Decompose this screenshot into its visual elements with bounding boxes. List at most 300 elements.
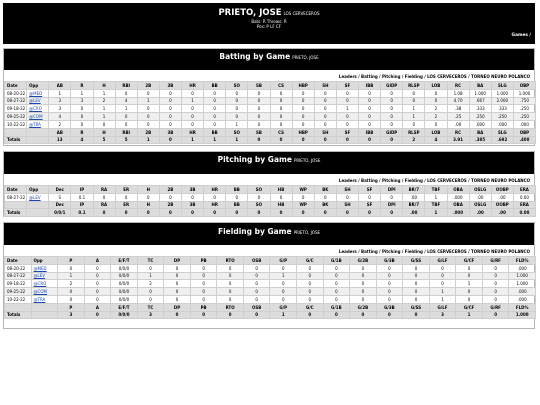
crumb-separator: / (422, 178, 428, 183)
table-cell: 0 (71, 105, 93, 113)
table-cell: 1 (182, 97, 204, 105)
table-cell: 0 (403, 288, 430, 296)
table-cell: 08-27-22 (5, 193, 27, 201)
table-cell: 0 (429, 280, 456, 288)
table-cell: 0 (204, 193, 226, 201)
table-cell: 1 (226, 136, 248, 144)
batting-crumb-batting[interactable]: Batting (361, 74, 378, 79)
table-cell: 0 (381, 209, 403, 217)
col-header-sh: SH (314, 128, 336, 136)
table-cell: 0 (456, 288, 483, 296)
crumb-separator: / (400, 249, 405, 254)
table-cell: 3.91 (447, 136, 469, 144)
opponent-link[interactable]: @COM (33, 289, 47, 295)
table-cell: 0 (482, 280, 509, 288)
table-cell: .000 (509, 288, 536, 296)
col-header-opp: Opp (27, 186, 49, 194)
table-cell: 0.00 (513, 209, 535, 217)
table-cell: 0 (403, 89, 425, 97)
table-cell: S (49, 193, 71, 201)
col-header-date: Date (5, 257, 32, 265)
table-cell: .250 (513, 105, 535, 113)
table-cell: 0 (182, 105, 204, 113)
table-cell: 0 (84, 280, 111, 288)
table-cell: 0 (292, 120, 314, 128)
col-header-fld: FLD% (509, 303, 536, 311)
col-header-hbp: HBP (292, 128, 314, 136)
table-cell: 1 (49, 89, 71, 97)
col-header-3b: 3B (182, 201, 204, 209)
table-cell: 0 (403, 264, 430, 272)
table-cell: 2 (425, 105, 447, 113)
batting-crumb-leaders[interactable]: Leaders (338, 74, 357, 79)
table-cell: 0 (137, 120, 159, 128)
col-header-lob: LOB (425, 128, 447, 136)
table-cell: 0/0/1 (49, 209, 71, 217)
table-cell: 1 (93, 105, 115, 113)
col-header-era: ERA (513, 186, 535, 194)
table-cell: 0 (217, 311, 244, 319)
table-cell: 0 (456, 264, 483, 272)
table-cell: 0 (376, 280, 403, 288)
table-row (5, 280, 536, 288)
table-header-row (5, 201, 536, 209)
fielding-crumb-league[interactable]: TORNEO NEURO POLANCO (471, 249, 530, 254)
table-cell: 0 (270, 97, 292, 105)
col-header-ab: AB (49, 128, 71, 136)
table-cell: 0 (190, 264, 217, 272)
table-cell: 0 (314, 136, 336, 144)
table-cell: 0 (182, 120, 204, 128)
col-header-ibb: IBB (359, 82, 381, 90)
fielding-crumb-leaders[interactable]: Leaders (338, 249, 357, 254)
table-row (5, 193, 536, 201)
table-cell: 0 (314, 113, 336, 121)
table-cell: 0 (248, 113, 270, 121)
table-cell: 0 (292, 193, 314, 201)
table-cell: .25 (447, 113, 469, 121)
col-header-oba: OBA (447, 186, 469, 194)
table-cell: 0 (164, 311, 191, 319)
table-cell: 0 (403, 311, 430, 319)
table-cell: 0 (270, 113, 292, 121)
table-cell: 0 (425, 97, 447, 105)
table-cell: 0 (376, 264, 403, 272)
col-header-gss: G/SS (403, 303, 430, 311)
table-cell: 2 (58, 280, 85, 288)
col-header-glf: G/LF (429, 257, 456, 265)
table-cell: 0 (159, 209, 181, 217)
col-header-osb: OSB (243, 257, 270, 265)
table-cell: 0 (425, 89, 447, 97)
table-cell: .400 (513, 136, 535, 144)
crumb-separator: / (400, 74, 405, 79)
table-header-row (5, 82, 536, 90)
table-cell: 0 (182, 209, 204, 217)
table-cell: 0 (164, 295, 191, 303)
col-header-slg: SLG (491, 82, 513, 90)
totals-row (5, 136, 536, 144)
table-cell: 0 (350, 264, 377, 272)
table-cell: 0 (159, 136, 181, 144)
table-cell: 0 (164, 264, 191, 272)
table-cell: 0 (137, 193, 159, 201)
col-header-osb: OSB (243, 303, 270, 311)
col-header-dpi: DPI (381, 201, 403, 209)
table-cell: 0 (248, 120, 270, 128)
table-cell: 0 (137, 295, 164, 303)
table-cell: 0 (403, 97, 425, 105)
totals-row (5, 209, 536, 217)
opponent-link[interactable]: @MED (29, 90, 43, 96)
col-header-sh: SH (314, 82, 336, 90)
table-cell: 3 (49, 97, 71, 105)
table-cell (31, 311, 58, 319)
table-cell: 0 (292, 89, 314, 97)
table-cell: 0 (359, 113, 381, 121)
table-cell: 0 (248, 89, 270, 97)
table-cell: 0 (297, 264, 324, 272)
player-name-line (3, 8, 535, 18)
col-header-g1b: G/1B (323, 303, 350, 311)
col-header-date: Date (5, 186, 27, 194)
col-header-a: A (84, 257, 111, 265)
table-row (5, 89, 536, 97)
table-cell: 0 (270, 295, 297, 303)
table-cell: 0 (381, 113, 403, 121)
table-cell: 2 (93, 97, 115, 105)
col-header-br7: BR/7 (403, 201, 425, 209)
table-cell: .250 (491, 113, 513, 121)
batting-crumb-league[interactable]: TORNEO NEURO POLANCO (471, 74, 530, 79)
col-header-ra: RA (93, 186, 115, 194)
col-header-gp: G/P (270, 257, 297, 265)
table-cell: .00 (469, 209, 491, 217)
col-header-hbp: HBP (292, 82, 314, 90)
table-cell: 0 (217, 288, 244, 296)
table-cell: 0 (359, 193, 381, 201)
batting-crumb-fielding[interactable]: Fielding (404, 74, 423, 79)
col-header-gss: G/SS (403, 257, 430, 265)
table-cell (31, 264, 58, 272)
table-cell: 0 (137, 105, 159, 113)
table-cell: 1 (137, 272, 164, 280)
col-header-rbi: RBI (115, 82, 137, 90)
col-header-a: A (84, 303, 111, 311)
table-cell: 0 (376, 295, 403, 303)
table-cell: 3 (58, 311, 85, 319)
crumb-separator: / (466, 249, 472, 254)
opponent-link[interactable]: @LEV (33, 273, 46, 279)
col-header- (5, 128, 27, 136)
col-header-opp: Opp (31, 257, 58, 265)
fielding-table (4, 256, 536, 319)
table-cell: 1.000 (513, 89, 535, 97)
table-cell: 0 (84, 264, 111, 272)
table-cell: 0 (292, 105, 314, 113)
table-cell: Totals (5, 311, 32, 319)
table-cell (27, 89, 49, 97)
table-cell: .00 (447, 120, 469, 128)
opponent-link[interactable]: @LEV (29, 194, 41, 200)
batting-crumb-team[interactable]: LOS CERVECEROS (427, 74, 467, 79)
table-cell: 08-20-22 (5, 89, 27, 97)
table-cell: 0 (292, 113, 314, 121)
crumb-separator: / (422, 74, 428, 79)
table-cell: 0 (381, 97, 403, 105)
col-header-oobp: OOBP (491, 201, 513, 209)
table-cell: Totals (5, 136, 27, 144)
col-header-grf: G/RF (482, 257, 509, 265)
col-header-br7: BR/7 (403, 186, 425, 194)
table-cell: 0 (359, 120, 381, 128)
table-cell: 0 (243, 295, 270, 303)
col-header-dp: DP (164, 257, 191, 265)
col-header-rc: RC (447, 82, 469, 90)
col-header-rlsp: RLSP (403, 128, 425, 136)
col-header-wp: WP (292, 186, 314, 194)
table-cell: 0 (336, 209, 358, 217)
batting-header (4, 49, 534, 70)
col-header-so: SO (226, 82, 248, 90)
table-cell: 1 (137, 136, 159, 144)
col-header-sf: SF (359, 201, 381, 209)
table-cell: 1.000 (491, 89, 513, 97)
opponent-link[interactable]: @CRO (33, 281, 47, 287)
col-header-er: ER (115, 201, 137, 209)
table-cell: 2.000 (491, 97, 513, 105)
col-header-bb: BB (204, 82, 226, 90)
table-cell: 0 (115, 89, 137, 97)
table-cell: 0 (137, 113, 159, 121)
fielding-breadcrumb[interactable] (339, 249, 530, 254)
table-cell: 0 (297, 311, 324, 319)
table-cell: 4 (425, 136, 447, 144)
col-header-oobp: OOBP (491, 186, 513, 194)
table-cell (31, 272, 58, 280)
fielding-crumb-fielding[interactable]: Fielding (404, 249, 423, 254)
crumb-separator: / (356, 74, 362, 79)
opponent-link[interactable]: @CRO (29, 106, 42, 112)
table-row (5, 295, 536, 303)
table-cell: 0 (115, 193, 137, 201)
table-cell: 1 (429, 288, 456, 296)
table-cell: 0 (164, 280, 191, 288)
col-header-so: SO (248, 201, 270, 209)
table-cell: 09-18-22 (5, 280, 32, 288)
table-cell: 0 (93, 120, 115, 128)
opponent-link[interactable]: @LEV (29, 98, 41, 104)
table-cell: 0 (314, 89, 336, 97)
table-cell: 0 (456, 272, 483, 280)
pitching-crumb-leaders[interactable]: Leaders (338, 178, 357, 183)
table-row (5, 272, 536, 280)
table-cell: .250 (513, 113, 535, 121)
table-cell: 4 (71, 136, 93, 144)
col-header-rto: RTO (217, 257, 244, 265)
table-cell (27, 193, 49, 201)
table-cell: 0 (226, 97, 248, 105)
table-cell: 3 (71, 97, 93, 105)
table-cell: .00 (403, 193, 425, 201)
table-cell: 0 (381, 105, 403, 113)
table-cell: 0 (137, 264, 164, 272)
col-header-ip: IP (71, 201, 93, 209)
table-cell: 0 (204, 89, 226, 97)
table-cell: 0 (270, 120, 292, 128)
crumb-separator: / (377, 74, 382, 79)
table-cell: 4 (115, 97, 137, 105)
col-header-hr: HR (204, 201, 226, 209)
col-header-ab: AB (49, 82, 71, 90)
table-cell: .000 (469, 120, 491, 128)
col-header-dec: Dec (49, 186, 71, 194)
table-cell: 0 (164, 288, 191, 296)
batting-section (3, 48, 535, 146)
totals-row (5, 311, 536, 319)
fielding-crumb-pitching[interactable]: Pitching (381, 249, 401, 254)
table-cell: 0 (159, 105, 181, 113)
col-header-so: SO (248, 186, 270, 194)
pitching-crumb-batting[interactable]: Batting (361, 178, 378, 183)
table-cell: 0 (84, 295, 111, 303)
col-header-rto: RTO (217, 303, 244, 311)
col-header-glf: G/LF (429, 303, 456, 311)
table-cell (27, 105, 49, 113)
table-cell: 0 (217, 272, 244, 280)
games-link[interactable]: Games / (511, 33, 531, 38)
pitching-crumb-fielding[interactable]: Fielding (404, 178, 423, 183)
table-cell: 0 (248, 193, 270, 201)
col-header-p: P (58, 257, 85, 265)
table-cell: Totals (5, 209, 27, 217)
table-cell: 1 (115, 105, 137, 113)
table-cell: .692 (491, 136, 513, 144)
table-cell: 0 (429, 264, 456, 272)
table-cell: 0 (58, 264, 85, 272)
pitching-crumb-pitching[interactable]: Pitching (381, 178, 401, 183)
table-cell: 0 (350, 280, 377, 288)
player-name: PRIETO, JOSE (218, 8, 282, 18)
table-cell: 0 (292, 97, 314, 105)
table-cell: 0 (359, 105, 381, 113)
table-cell: 0 (270, 193, 292, 201)
crumb-separator: / (422, 249, 428, 254)
table-cell: 1 (425, 209, 447, 217)
col-header-oslg: OSLG (469, 186, 491, 194)
col-header-g1b: G/1B (323, 257, 350, 265)
table-cell: 0 (115, 113, 137, 121)
col-header-grf: G/RF (482, 303, 509, 311)
fielding-crumb-team[interactable]: LOS CERVECEROS (427, 249, 467, 254)
col-header-pb: PB (190, 257, 217, 265)
table-cell: 0 (336, 113, 358, 121)
col-header-tbf: TBF (425, 201, 447, 209)
opponent-link[interactable]: @COM (29, 114, 43, 120)
crumb-separator: / (377, 249, 382, 254)
col-header-ip: IP (71, 186, 93, 194)
batting-crumb-pitching[interactable]: Pitching (381, 74, 401, 79)
table-cell: 0 (84, 311, 111, 319)
table-cell: 0 (359, 89, 381, 97)
table-cell: 0 (190, 311, 217, 319)
table-cell: 0 (314, 105, 336, 113)
table-cell: 0 (314, 209, 336, 217)
table-cell: 0 (425, 120, 447, 128)
table-cell: 0 (226, 105, 248, 113)
table-cell: 0 (159, 120, 181, 128)
table-cell: 0 (115, 120, 137, 128)
table-cell: 0 (350, 288, 377, 296)
table-cell: .000 (447, 193, 469, 201)
table-cell: 1 (270, 272, 297, 280)
col-header-slg: SLG (491, 128, 513, 136)
table-cell: 09-18-22 (5, 105, 27, 113)
pitching-crumb-league[interactable]: TORNEO NEURO POLANCO (471, 178, 530, 183)
col-header-sh: SH (336, 186, 358, 194)
opponent-link[interactable]: @TRA (29, 121, 41, 127)
col-header-hr: HR (182, 128, 204, 136)
pitching-breadcrumb[interactable] (339, 178, 530, 183)
batting-breadcrumb[interactable] (339, 74, 530, 79)
col-header- (27, 201, 49, 209)
table-cell: 1 (403, 105, 425, 113)
col-header-g3b: G/3B (376, 257, 403, 265)
pitching-crumb-team[interactable]: LOS CERVECEROS (427, 178, 467, 183)
table-cell: 0 (381, 193, 403, 201)
table-cell: 0 (248, 136, 270, 144)
fielding-crumb-batting[interactable]: Batting (361, 249, 378, 254)
table-cell: 0 (137, 209, 159, 217)
table-cell: .00 (469, 193, 491, 201)
col-header-eft: E/F/T (111, 257, 138, 265)
col-header-bb: BB (204, 128, 226, 136)
col-header-sh: SH (336, 201, 358, 209)
col-header-gp: G/P (270, 303, 297, 311)
pitching-table (4, 185, 536, 217)
table-cell: 0 (204, 105, 226, 113)
fielding-title: Fielding by Game PRIETO, JOSE (217, 227, 321, 236)
col-header-dp: DP (164, 303, 191, 311)
table-cell: 0 (482, 288, 509, 296)
col-header-er: ER (115, 186, 137, 194)
table-cell: 4 (49, 113, 71, 121)
table-cell: 0 (190, 288, 217, 296)
table-cell: .250 (469, 113, 491, 121)
opponent-link[interactable]: @MED (33, 265, 47, 271)
table-cell: 0 (482, 272, 509, 280)
table-cell: 0 (359, 136, 381, 144)
col-header-p: P (58, 303, 85, 311)
table-cell: 0 (164, 272, 191, 280)
table-cell: 0 (217, 280, 244, 288)
opponent-link[interactable]: @TRA (33, 296, 46, 302)
col-header-sf: SF (336, 82, 358, 90)
col-header-wp: WP (292, 201, 314, 209)
table-cell: 0 (93, 193, 115, 201)
col-header-gc: G/C (297, 303, 324, 311)
col-header-hb: HB (270, 186, 292, 194)
table-cell: 0 (115, 209, 137, 217)
table-cell: 1 (429, 295, 456, 303)
table-cell: 0 (226, 193, 248, 201)
table-cell (27, 120, 49, 128)
col-header-cs: CS (270, 128, 292, 136)
table-cell: .000 (509, 295, 536, 303)
table-cell: 0 (314, 193, 336, 201)
table-cell: 08-27-22 (5, 97, 27, 105)
table-cell: 1 (58, 272, 85, 280)
